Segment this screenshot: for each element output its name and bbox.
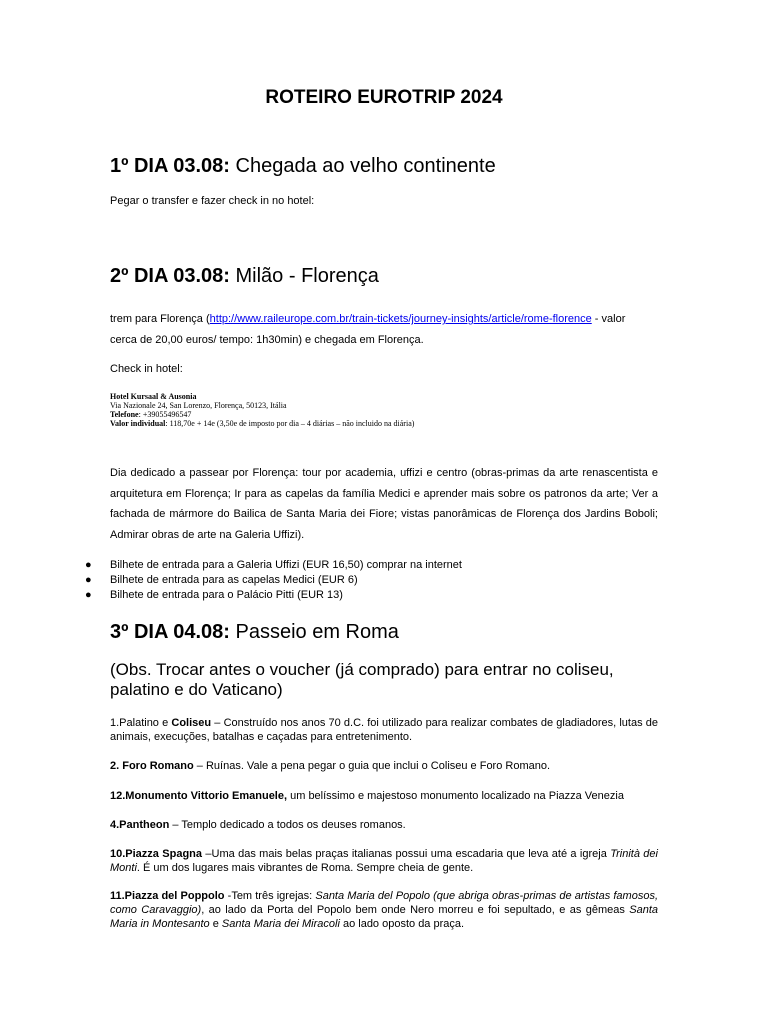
list-item: ● Bilhete de entrada para as capelas Medici (EUR 6) <box>85 574 358 586</box>
hotel-block <box>110 392 414 428</box>
day1-label: 1º DIA 03.08: <box>110 155 230 177</box>
bullet-icon: ● <box>85 589 92 601</box>
train-pre: trem para Florença ( <box>110 313 210 325</box>
item-pantheon: 4.Pantheon – Templo dedicado a todos os deuses romanos. <box>110 819 406 831</box>
day2-label: 2º DIA 03.08: <box>110 265 230 287</box>
hotel-price-label: Valor individual <box>110 419 166 428</box>
bullet-icon: ● <box>85 574 92 586</box>
day1-text: Chegada ao velho continente <box>229 155 496 177</box>
day1-heading <box>110 155 496 178</box>
checkin-label: Check in hotel: <box>110 363 183 375</box>
item-vittorio-emanuele: 12.Monumento Vittorio Emanuele, um belíssimo e majestoso monumento localizado na Piazza Venezia <box>110 790 624 802</box>
day3-text: Passeio em Roma <box>229 621 399 643</box>
florence-description: Dia dedicado a passear por Florença: tour por academia, uffizi e centro (obras-primas da arte renascentista e arquitetura em Florença; Ir para as capelas da família Medici e aprender mais sobre os patronos da arte; Ver a fachada de mármore do Bailica de Santa Maria dei Fiore; vistas panorâmicas de Florença dos Jardins Boboli; Admirar obras de arte na Galeria Uffizi). <box>110 467 658 541</box>
list-item: ● Bilhete de entrada para o Palácio Pitti (EUR 13) <box>85 589 343 601</box>
day2-text: Milão - Florença <box>229 265 379 287</box>
raileurope-link[interactable]: http://www.raileurope.com.br/train-tickets/journey-insights/article/rome-florence <box>209 313 592 325</box>
hotel-phone: : +39055496547 <box>138 410 192 419</box>
hotel-phone-label: Telefone <box>110 410 139 419</box>
day2-heading <box>110 265 379 288</box>
item-piazza-del-popolo: 11.Piazza del Poppolo -Tem três igrejas: Santa Maria del Popolo (que abriga obras-primas de artistas famosos, como Caravaggio), ao lado da Porta del Popolo bem onde Nero morreu e foi sepultado, e as gêmeas Santa Maria in Montesanto e Santa Maria dei Miracoli ao lado oposto da praça. <box>110 890 659 930</box>
train-info <box>110 309 625 329</box>
item-foro-romano: 2. Foro Romano – Ruínas. Vale a pena pegar o guia que inclui o Coliseu e Foro Romano. <box>110 760 551 772</box>
train-info-line2: cerca de 20,00 euros/ tempo: 1h30min) e chegada em Florença. <box>110 334 424 346</box>
day3-observation: (Obs. Trocar antes o voucher (já comprado) para entrar no coliseu, palatino e do Vaticano) <box>110 660 614 699</box>
day1-note: Pegar o transfer e fazer check in no hotel: <box>110 195 315 207</box>
list-item: ● Bilhete de entrada para a Galeria Uffizi (EUR 16,50) comprar na internet <box>85 559 462 571</box>
day3-heading <box>110 621 399 644</box>
document-title: ROTEIRO EUROTRIP 2024 <box>265 87 503 108</box>
day3-label: 3º DIA 04.08: <box>110 621 230 643</box>
item-piazza-spagna: 10.Piazza Spagna –Uma das mais belas praças italianas possui uma escadaria que leva até a igreja Trinità dei Monti. É um dos lugares mais vibrantes de Roma. Sempre cheia de gente. <box>110 848 658 874</box>
item-palatino-coliseu: 1.Palatino e Coliseu – Construído nos anos 70 d.C. foi utilizado para realizar combates de gladiadores, lutas de animais, execuções, batalhas e caçadas para entretenimento. <box>110 717 658 743</box>
train-post: - valor <box>591 313 626 325</box>
hotel-name: Hotel Kursaal & Ausonia <box>110 392 197 401</box>
bullet-icon: ● <box>85 559 92 571</box>
ticket-list <box>85 558 462 603</box>
hotel-address: Via Nazionale 24, San Lorenzo, Florença, 50123, Itália <box>110 401 287 410</box>
hotel-price: : 118,70e + 14e (3,50e de imposto por dia – 4 diárias – não incluido na diária) <box>165 419 415 428</box>
